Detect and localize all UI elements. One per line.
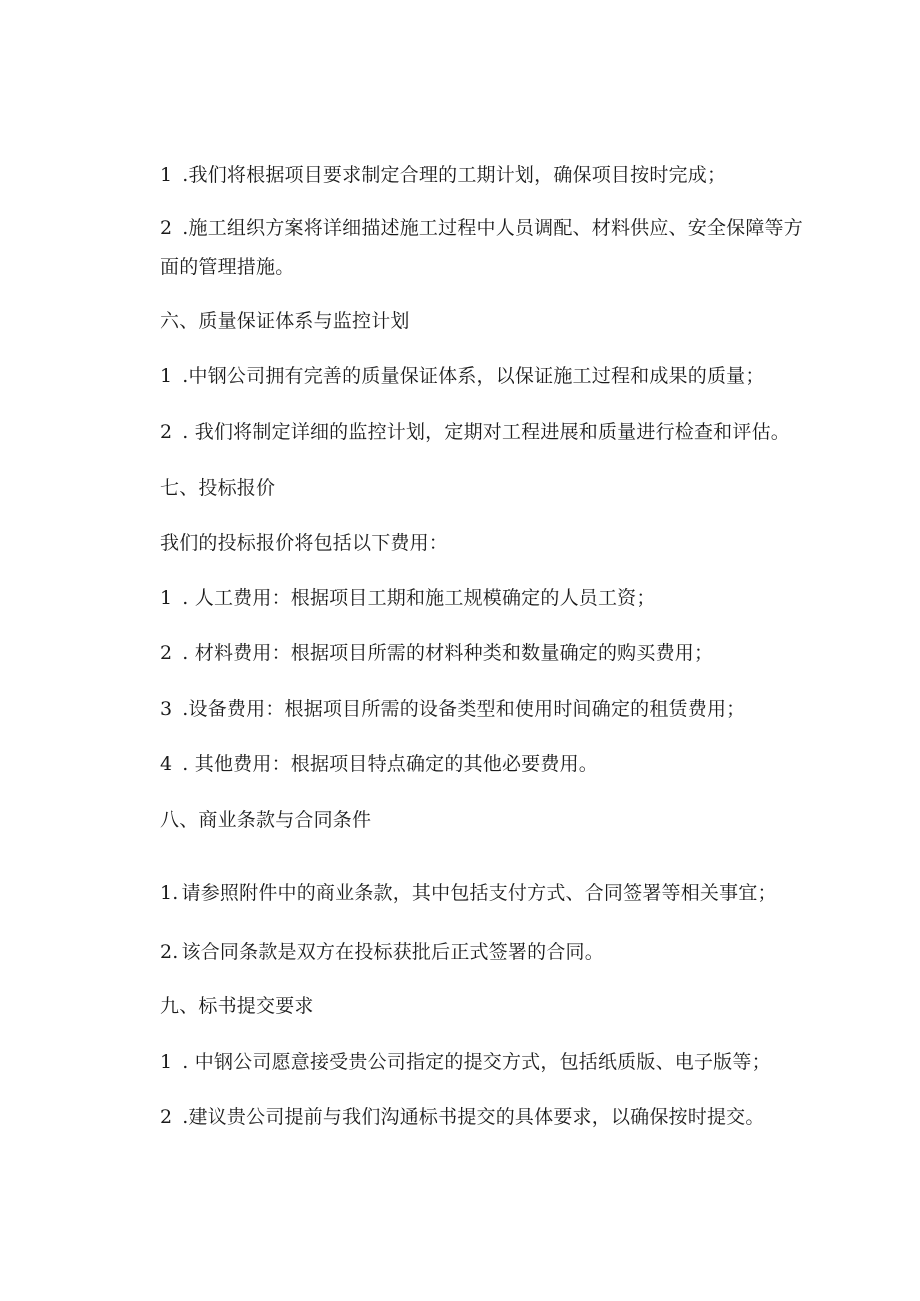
section-heading-text: 八、商业条款与合同条件 [160, 809, 372, 831]
section-heading-text: 九、标书提交要求 [160, 995, 314, 1017]
item-text: .施工组织方案将详细描述施工过程中人员调配、材料供应、安全保障等方 [182, 217, 803, 239]
item-text: . 中钢公司愿意接受贵公司指定的提交方式，包括纸质版、电子版等； [182, 1051, 771, 1073]
item-number: 1. [160, 882, 179, 904]
item-text: 该合同条款是双方在投标获批后正式签署的合同。 [181, 941, 604, 963]
pricing-item-3 [160, 697, 745, 721]
paragraph-text: 我们的投标报价将包括以下费用： [160, 532, 449, 554]
item-number: 1 [160, 1051, 173, 1073]
item-number: 2 [160, 1106, 173, 1128]
item-text: . 其他费用：根据项目特点确定的其他必要费用。 [182, 753, 598, 775]
terms-item-1 [160, 881, 777, 905]
section-heading-terms [160, 808, 371, 832]
item-text: . 人工费用：根据项目工期和施工规模确定的人员工资； [182, 587, 656, 609]
item-number: 1 [160, 365, 173, 387]
section-heading-text: 七、投标报价 [160, 477, 276, 499]
pricing-item-4 [160, 752, 598, 776]
schedule-item-2 [160, 216, 803, 240]
submission-item-1 [160, 1050, 771, 1074]
item-text-continuation: 面的管理措施。 [160, 256, 295, 278]
item-number: 1 [160, 587, 173, 609]
item-text: . 我们将制定详细的监控计划，定期对工程进展和质量进行检查和评估。 [182, 421, 790, 443]
schedule-item-1 [160, 163, 726, 187]
item-text: .我们将根据项目要求制定合理的工期计划，确保项目按时完成； [182, 164, 727, 186]
item-number: 2 [160, 217, 173, 239]
item-text: . 材料费用：根据项目所需的材料种类和数量确定的购买费用； [182, 642, 714, 664]
item-text: .设备费用：根据项目所需的设备类型和使用时间确定的租赁费用； [182, 698, 746, 720]
submission-item-2 [160, 1105, 765, 1129]
section-heading-pricing [160, 476, 275, 500]
section-heading-submission [160, 994, 314, 1018]
quality-item-1 [160, 364, 765, 388]
item-number: 1 [160, 164, 173, 186]
item-text: 请参照附件中的商业条款，其中包括支付方式、合同签署等相关事宜； [181, 882, 777, 904]
item-text: .建议贵公司提前与我们沟通标书提交的具体要求，以确保按时提交。 [182, 1106, 765, 1128]
pricing-intro [160, 531, 448, 555]
terms-item-2 [160, 940, 604, 964]
pricing-item-1 [160, 586, 656, 610]
item-number: 2. [160, 941, 179, 963]
item-number: 3 [160, 698, 173, 720]
quality-item-2 [160, 420, 790, 444]
section-heading-quality [160, 309, 410, 333]
section-heading-text: 六、质量保证体系与监控计划 [160, 310, 410, 332]
item-number: 2 [160, 642, 173, 664]
item-number: 2 [160, 421, 173, 443]
item-number: 4 [160, 753, 173, 775]
item-text: .中钢公司拥有完善的质量保证体系，以保证施工过程和成果的质量； [182, 365, 765, 387]
pricing-item-2 [160, 641, 713, 665]
schedule-item-2-continuation [160, 255, 294, 279]
